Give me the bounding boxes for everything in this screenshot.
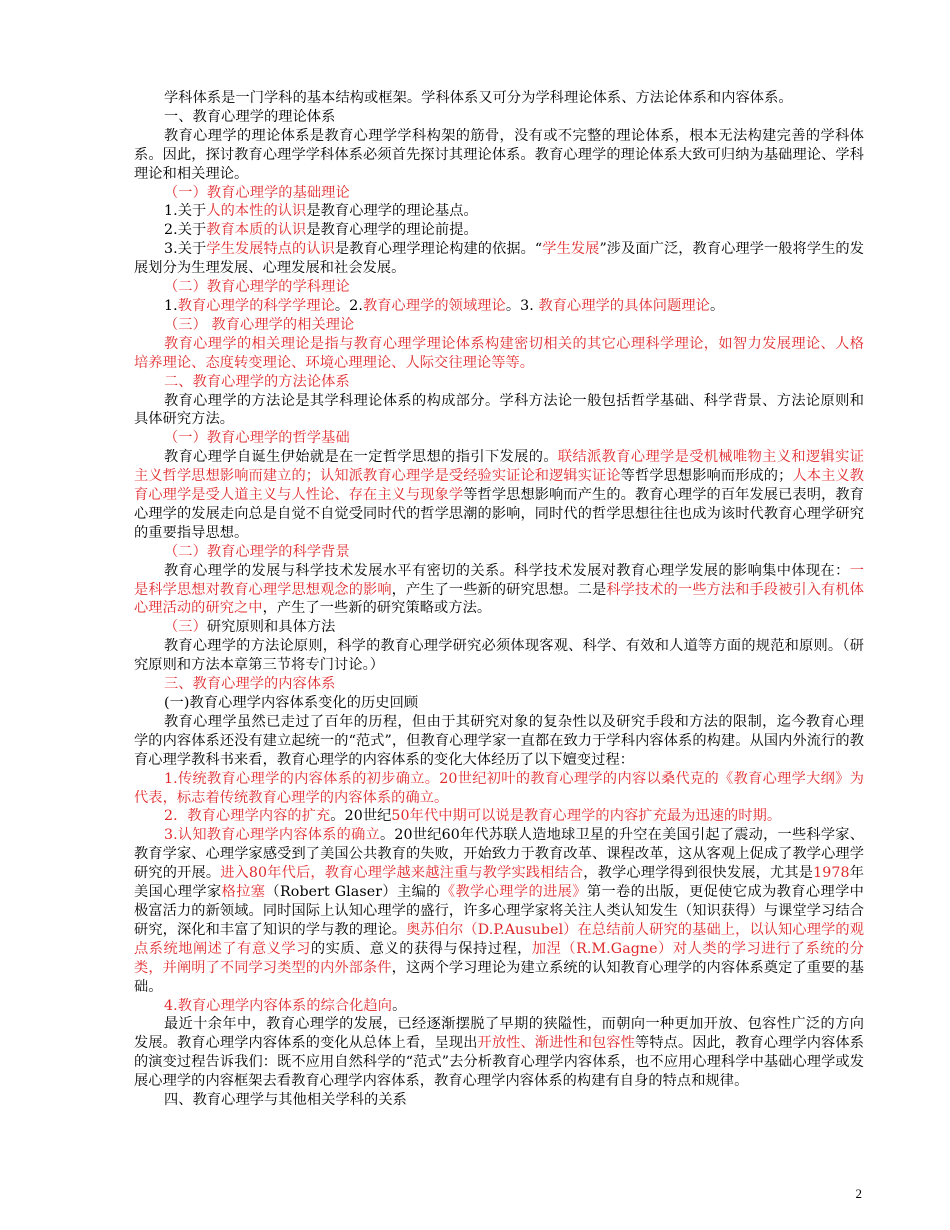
highlighted-text: 教育心理学的领域理论	[362, 297, 506, 314]
text-run: （Robert Glaser）主编的	[265, 884, 441, 901]
text-run: 研究原则和具体方法	[206, 619, 336, 636]
text-run: 3.关于	[164, 241, 207, 258]
text-run: 教育心理学的方法论是其学科理论体系的构成部分。学科方法论一般包括哲学基础、科学背景、方法论原则和具体研究方法。	[134, 392, 864, 428]
text-run: 等哲学思想影响而产生的。教育心理学的百年发展已表明，教育心理学的发展走向总是自觉不自觉受同时代的哲学思潮的影响，同时代的哲学思想往往也成为该时代教育心理学研究的重要指导思想。	[134, 487, 864, 541]
paragraph	[134, 1015, 864, 1091]
paragraph	[134, 997, 864, 1016]
highlighted-text: 50年代中期可以说是教育心理学的内容扩充最为迅速的时期。	[391, 808, 782, 825]
paragraph	[134, 807, 864, 826]
highlighted-text: 二、教育心理学的方法论体系	[164, 373, 350, 390]
text-run: 四、教育心理学与其他相关学科的关系	[164, 1092, 407, 1109]
paragraph	[134, 202, 864, 221]
text-run: 。2.	[334, 297, 363, 314]
highlighted-text: 1978	[813, 865, 850, 882]
paragraph	[134, 770, 864, 808]
highlighted-text: 教育本质的认识	[206, 222, 307, 239]
paragraph	[134, 297, 864, 316]
highlighted-text: 一是科学思想对教育心理学思想观念的影响	[134, 562, 864, 598]
highlighted-text: （一）教育心理学的基础理论	[164, 184, 350, 201]
highlighted-text: 3.认知教育心理学内容体系的确立	[164, 827, 380, 844]
text-run: ”涉及面广泛，教育心理学一般将学生的发展划分为生理发展、心理发展和社会发展。	[134, 241, 864, 277]
text-run: 最近十余年中，教育心理学的发展，已经逐渐摆脱了早期的狭隘性，而朝向一种更加开放、包容性广泛的方向发展。教育心理学内容体系的变化从总体上看，呈现出	[134, 1016, 864, 1052]
section-heading	[134, 543, 864, 562]
text-run: 教育心理学虽然已走过了百年的历程，但由于其研究对象的复杂性以及研究手段和方法的限制，迄今教育心理学的内容体系还没有建立起统一的“范式”，但教育心理学家一直都在致力于学科内容体系的构建。从国内外流行的教育心理学教科书来看，教育心理学的内容体系的变化大体经历了以下嬗变过程：	[134, 713, 864, 768]
document-body	[134, 89, 864, 1110]
section-heading	[134, 675, 864, 694]
page-number: 2	[855, 1186, 862, 1201]
section-heading	[134, 1091, 864, 1110]
text-run: 的实质、意义的获得与保持过程，	[310, 940, 532, 957]
highlighted-text: 《教学心理学的进展》	[440, 884, 587, 901]
highlighted-text: 4.教育心理学内容体系的综合化趋向	[164, 997, 393, 1014]
section-heading	[134, 373, 864, 392]
highlighted-text: 教育心理学的科学学理论	[177, 297, 335, 314]
highlighted-text: （三）	[164, 619, 207, 636]
text-run: 是教育心理学的理论基点。	[306, 203, 478, 220]
section-heading	[134, 184, 864, 203]
text-run: ，产生了一些新的研究思想。二是	[391, 581, 607, 598]
text-run: (一)教育心理学内容体系变化的历史回顾	[164, 695, 419, 711]
paragraph	[134, 637, 864, 675]
text-run: 一、教育心理学的理论体系	[164, 108, 336, 125]
text-run: 。20世纪	[330, 808, 392, 825]
highlighted-text: （三） 教育心理学的相关理论	[164, 316, 355, 333]
highlighted-text: 学生发展	[542, 241, 600, 258]
text-run: 是教育心理学的理论前提。	[306, 222, 478, 239]
highlighted-text: 学生发展特点的认识	[206, 241, 335, 258]
highlighted-text: 格拉塞	[221, 884, 266, 901]
paragraph	[134, 562, 864, 619]
text-run: 教育心理学的方法论原则，科学的教育心理学研究必须体现客观、科学、有效和人道等方面的规范和原则。（研究原则和方法本章第三节将专门讨论。）	[134, 638, 864, 674]
section-heading	[134, 316, 864, 335]
text-run: 教育心理学的理论体系是教育心理学学科构架的筋骨，没有或不完整的理论体系，根本无法构建完善的学科体系。因此，探讨教育心理学学科体系必须首先探讨其理论体系。教育心理学的理论体系大致可归纳为基础理论、学科理论和相关理论。	[134, 127, 864, 182]
paragraph	[134, 392, 864, 430]
text-run: ，教学心理学得到很快发展，尤其是	[583, 865, 814, 882]
text-run: 。20世纪60年代苏联人造地球卫星的升空在美国引起了震动，一些科学家、教育学家、心理学家感受到了美国公共教育的失败，开始致力于教育改革、课程改革，这从客观上促成了教学心理学研究的开展。	[134, 827, 864, 882]
paragraph	[134, 335, 864, 373]
text-run: 教育心理学自诞生伊始就是在一定哲学思想的指引下发展的。	[164, 449, 558, 466]
paragraph	[134, 127, 864, 184]
text-run: 1.	[164, 297, 178, 314]
highlighted-text: 人的本性的认识	[206, 203, 307, 220]
highlighted-text: 联结派教育心理学是受机械唯物主义和逻辑实证主义哲学思想影响而建立的；认知派教育心理学是受经验实证论和逻辑实证论	[134, 449, 864, 485]
paragraph	[134, 221, 864, 240]
highlighted-text: 奥苏伯尔（D.P.Ausubel）在总结前人研究的基础上，以认知心理学的观点系统地阐述了有意义学习	[134, 921, 865, 957]
text-run: 。3.	[505, 297, 539, 314]
highlighted-text: 教育心理学的相关理论是指与教育心理学理论体系构建密切相关的其它心理科学理论，如智力发展理论、人格培养理论、态度转变理论、环境心理理论、人际交往理论等等。	[134, 335, 864, 371]
highlighted-text: 1.传统教育心理学的内容体系的初步确立。20世纪初叶的教育心理学的内容以桑代克的《教育心理学大纲》为代表，标志着传统教育心理学的内容体系的确立。	[134, 770, 864, 806]
highlighted-text: 科学技术的一些方法和手段被引入有机体心理活动的研究之中	[134, 581, 864, 617]
section-heading	[134, 694, 864, 713]
text-run: 。	[392, 997, 407, 1014]
paragraph	[134, 240, 864, 278]
section-heading	[134, 278, 864, 297]
text-run: 。	[709, 297, 725, 314]
paragraph	[134, 89, 864, 108]
highlighted-text: 2．教育心理学内容的扩充	[164, 808, 331, 825]
paragraph	[134, 448, 864, 543]
highlighted-text: （二）教育心理学的科学背景	[164, 543, 350, 560]
text-run: 2.关于	[164, 222, 207, 239]
paragraph	[134, 713, 864, 770]
text-run: 第一卷的出版，更促使它成为教育心理学中极富活力的新领域。同时国际上认知心理学的盛行，许多心理学家将关注人类认知发生（知识获得）与课堂学习结合研究，深化和丰富了知识的学与教的理论。	[134, 884, 864, 938]
highlighted-text: （一）教育心理学的哲学基础	[164, 430, 350, 447]
highlighted-text: 开放性、渐进性和包容性	[477, 1035, 635, 1052]
text-run: 教育心理学的发展与科学技术发展水平有密切的关系。科学技术发展对教育心理学发展的影响集中体现在：	[164, 562, 850, 579]
text-run: ，产生了一些新的研究策略或方法。	[262, 600, 492, 617]
text-run: 年美国心理学家	[134, 865, 864, 901]
text-run: 学科体系是一门学科的基本结构或框架。学科体系又可分为学科理论体系、方法论体系和内容体系。	[164, 90, 793, 106]
highlighted-text: 三、教育心理学的内容体系	[164, 676, 336, 693]
highlighted-text: 加涅（R.M.Gagne）对人类的学习进行了系统的分类，并阐明了不同学习类型的内外部条件	[134, 940, 864, 976]
section-heading	[134, 108, 864, 127]
text-run: 等特点。因此，教育心理学内容体系的演变过程告诉我们：既不应用自然科学的“范式”去分析教育心理学内容体系，也不应用心理科学中基础心理学或发展心理学的内容框架去看教育心理学内容体系，教育心理学内容体系的构建有自身的特点和规律。	[134, 1035, 864, 1090]
highlighted-text: （二）教育心理学的学科理论	[164, 279, 350, 296]
text-run: 是教育心理学理论构建的依据。“	[334, 241, 543, 258]
highlighted-text: 教育心理学的具体问题理论	[538, 297, 710, 314]
section-heading	[134, 429, 864, 448]
section-heading	[134, 618, 864, 637]
text-run: ，这两个学习理论为建立系统的认知教育心理学的内容体系奠定了重要的基础。	[134, 959, 864, 995]
text-run: 等哲学思想影响而形成的；	[620, 468, 793, 485]
text-run: 1.关于	[164, 203, 207, 220]
paragraph	[134, 826, 864, 996]
highlighted-text: 人本主义教育心理学是受人道主义与人性论、存在主义与现象学	[134, 468, 864, 504]
highlighted-text: 进入80年代后，教育心理学越来越注重与教学实践相结合	[220, 865, 584, 882]
